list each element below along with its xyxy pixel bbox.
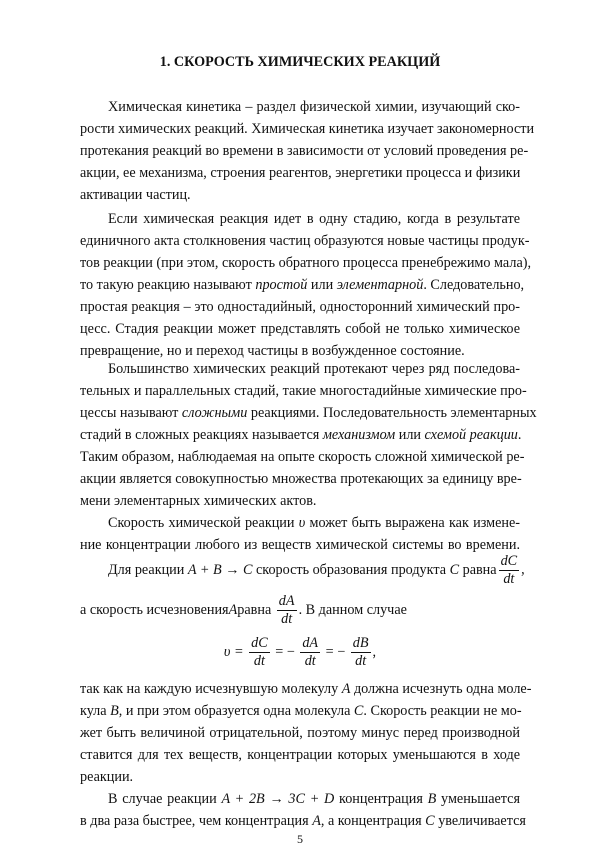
text-run: Для реакции — [108, 561, 188, 578]
text-run: кула — [80, 703, 111, 719]
text-run: . Следовательно, — [423, 277, 525, 293]
p2-line-3: тов реакции (при этом, скорость обратного процесса пренебрежимо мала), — [80, 255, 532, 271]
section-title: 1. СКОРОСТЬ ХИМИЧЕСКИХ РЕАКЦИЙ — [159, 54, 441, 70]
p1-line-4: акции, ее механизма, строения реагентов, энергетики процесса и физики — [80, 165, 521, 181]
term-simple: простой — [255, 277, 308, 293]
symbol-b: B — [110, 703, 119, 719]
p3-line-4 — [80, 424, 520, 446]
text-run: реакциями. Последовательность элементарных — [247, 405, 537, 421]
fraction-da-dt — [277, 594, 297, 627]
symbol-b: B — [427, 791, 437, 807]
text-run: . — [517, 427, 522, 443]
p1-line-3: протекания реакций во времени в зависимости от условий проведения ре- — [80, 143, 529, 159]
fraction-numerator: dA — [302, 634, 319, 651]
equation-operator: = − — [325, 643, 346, 660]
fraction-da-dt — [300, 636, 320, 669]
p8-line-1 — [108, 788, 520, 810]
p8-line-2 — [80, 810, 526, 832]
text-run: цессы называют — [80, 405, 182, 421]
p7-line-2 — [80, 700, 520, 722]
text-run: В случае реакции — [108, 791, 222, 807]
p3-line-6: акции является совокупностью множества протекающих за единицу вре- — [80, 471, 522, 487]
text-run: , и при этом образуется одна молекула — [118, 703, 354, 719]
fraction-numerator: dA — [278, 592, 295, 609]
text-run: а скорость исчезновения — [80, 601, 229, 618]
text-run: в два раза быстрее, чем концентрация — [80, 813, 313, 829]
p5-line — [108, 552, 525, 588]
text-run: увеличивается — [434, 813, 526, 829]
page-number: 5 — [297, 832, 303, 846]
rate-equation — [80, 630, 520, 674]
symbol-a: A — [312, 813, 321, 829]
text-run: или — [395, 427, 425, 443]
fraction-numerator: dC — [251, 634, 268, 651]
text-run: реакции. — [80, 769, 134, 785]
fraction-dc-dt — [499, 554, 520, 587]
p3-line-1: Большинство химических реакций протекают через ряд последова- — [108, 361, 520, 377]
p3-line-7: мени элементарных химических актов. — [80, 493, 317, 509]
p3-line-5: Таким образом, наблюдаемая на опыте скорость сложной химической ре- — [80, 449, 525, 465]
text-run: или — [307, 277, 337, 293]
text-run: может быть выражена как измене- — [305, 515, 520, 531]
p5-text — [108, 562, 497, 579]
p7-line-1 — [80, 678, 532, 700]
text-run: так как на каждую исчезнувшую молекулу — [80, 681, 342, 697]
p1-line-5: активации частиц. — [80, 187, 191, 203]
p2-line-7: превращение, но и переход частицы в возбужденное состояние. — [80, 343, 465, 359]
text-run: ставится для тех веществ, концентрации которых уменьшаются в ходе — [80, 747, 520, 763]
text-run: , — [372, 643, 377, 660]
p2-line-4 — [80, 274, 525, 296]
p3-line-2: тельных и параллельных стадий, такие многостадийные химические про- — [80, 383, 527, 399]
equation-lhs: υ = — [223, 643, 244, 660]
symbol-a: A — [341, 681, 351, 697]
p5-fraction-wrap — [497, 554, 525, 587]
fraction-denominator: dt — [304, 652, 316, 669]
text-run: уменьшается — [436, 791, 520, 807]
p7-line-4 — [80, 744, 520, 766]
p2-line-5: простая реакция – это одностадийный, односторонний химический про- — [80, 299, 520, 315]
fraction-numerator: dC — [500, 552, 518, 569]
term-mechanism: механизмом — [322, 427, 396, 443]
text-run: концентрация — [334, 791, 428, 807]
p2-line-2: единичного акта столкновения частиц образуются новые частицы продук- — [80, 233, 530, 249]
text-run: . В данном случае — [298, 601, 407, 618]
reaction-formula: A + B → C — [187, 561, 253, 578]
text-run: . Скорость реакции не мо- — [363, 703, 522, 719]
term-elementary: элементарной — [336, 277, 424, 293]
fraction-denominator: dt — [281, 610, 293, 627]
fraction-numerator: dB — [352, 634, 369, 651]
fraction-denominator: dt — [503, 570, 515, 587]
text-run: то такую реакцию называют — [80, 277, 256, 293]
text-run: скорость образования продукта — [252, 561, 450, 578]
symbol-c: C — [353, 703, 364, 719]
p6-line — [80, 592, 520, 628]
fraction-denominator: dt — [253, 652, 265, 669]
reaction-formula: A + 2B → 3C + D — [221, 791, 335, 807]
text-run: равна — [459, 561, 497, 578]
p4-line-1 — [108, 512, 520, 534]
equation-operator: = − — [275, 643, 295, 660]
p1-line-1: Химическая кинетика – раздел физической химии, изучающий ско- — [108, 99, 520, 115]
term-reaction-scheme: схемой реакции — [424, 427, 518, 443]
p1-line-2: рости химических реакций. Химическая кинетика изучает закономерности — [80, 121, 535, 137]
p7-line-5 — [80, 766, 520, 788]
text-run: равна — [237, 601, 272, 618]
term-complex: сложными — [181, 405, 248, 421]
text-run: стадий в сложных реакциях называется — [80, 427, 323, 443]
symbol-c: C — [449, 561, 460, 578]
p2-line-6: цесс. Стадия реакции может представлять собой не только химическое — [80, 321, 520, 337]
p3-line-3 — [80, 402, 537, 424]
fraction-dc-dt — [249, 636, 270, 669]
p4-line-2: ние концентрации любого из веществ химической системы во времени. — [80, 537, 520, 553]
symbol-c: C — [425, 813, 435, 829]
text-run: , — [521, 561, 525, 578]
p7-line-3: жет быть величиной отрицательной, поэтому минус перед производной — [80, 725, 520, 741]
fraction-denominator: dt — [355, 652, 367, 669]
text-run: Скорость химической реакции — [108, 515, 299, 531]
symbol-a: A — [228, 601, 238, 618]
text-run: должна исчезнуть одна моле- — [350, 681, 532, 697]
text-run: , а концентрация — [320, 813, 426, 829]
fraction-db-dt — [351, 636, 371, 669]
p2-line-1: Если химическая реакция идет в одну стадию, когда в результате — [108, 211, 520, 227]
symbol-rate: υ — [298, 515, 306, 531]
